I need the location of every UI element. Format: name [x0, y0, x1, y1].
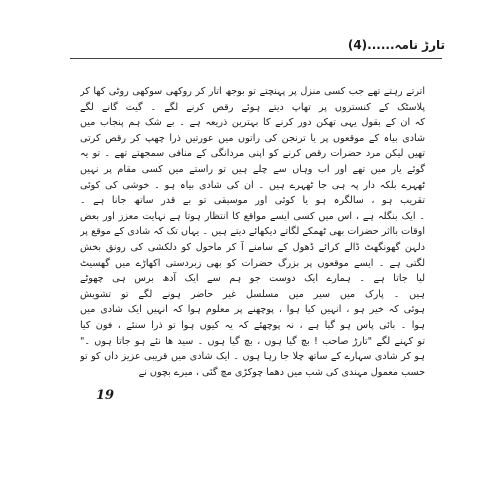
text-line: شادی بیاہ کے موقعوں پر یا ترنجن کی راتوں میں عورتیں ذرا چھپ کر رقص کرتی	[80, 132, 425, 144]
text-line: ہوا ۔ بائی پاس ہو گیا ہے ، نہ پوچھئے کہ یہ کیوں ہوا تو ذرا سنئے ، فون کیا	[80, 319, 425, 331]
text-line: ہوئی کہ خیر ہو ، انہیں کیا ہوا ، پوچھنے پر معلوم ہوا کہ انہیں ایک شادی میں	[80, 304, 425, 316]
text-line: پلاسٹک کے کنستروں پر تھاپ دیتے ہوئے رقص کرنے لگے ۔ گیت گانے لگے	[80, 101, 425, 113]
text-line: تقریب ہو ، سالگرہ ہو یا کوئی اور موسیقی تو بے قدر ساتھ جانا ہے ۔	[80, 195, 425, 207]
text-line: ہیں ۔ پارک میں سیر میں مسلسل غیر حاضر ہونے لگے تو تشویش	[80, 288, 425, 300]
text-line: تھیں لیکن مرد حضرات رقص کرنے کو اپنی مردانگی کے منافی سمجھتے تھے ۔ تو یہ	[80, 148, 425, 160]
text-line: ۔ ایک بنگلہ ہے ، اس میں کسی ایسے مواقع کا انتظار ہوتا ہے نہایت معزز اور بعض	[80, 210, 425, 222]
text-line: اترتے رہتے تھے جب کسی منزل پر پہنچتے تو بوجھ اتار کر روکھی سوکھی روٹی کھا کر	[80, 86, 425, 97]
text-line: کہ ان کے بقول یہی تھکن دور کرنے کا بہترین ذریعہ ہے ۔ بے شک ہم پنجاب میں	[80, 117, 425, 129]
text-line: دلہن گھونگھٹ ڈالے کرائے ڈھول کے سامنے آ کر ماحول کو دلکشی کی رونق بخش	[80, 241, 425, 253]
body-text	[80, 84, 425, 380]
text-line: ہو کر شادی سہارے کے ساتھ چلا جا رہا ہوں ۔ ایک شادی میں قریبی عزیز داں کو تو	[80, 351, 425, 363]
text-line: ٹھہرے بلکہ دار پہ ہی جا ٹھہرے ہیں ۔ ان کی شادی بیاہ ہو ۔ خوشی کی کوئی	[80, 179, 425, 191]
text-line: گوئے یار میں تھے اور اب وہاں سے چلے ہیں تو راستے میں کسی مقام پر نہیں	[80, 163, 425, 175]
text-line: اوقات بااثر حضرات بھی ٹھمکے لگاتے دیکھائے دیتے ہیں ۔ یہاں تک کہ شادی کے موقع پر	[80, 226, 425, 238]
text-line: تو کہنے لگے "تارڑ صاحب ! بچ گیا ہوں ، بچ گیا ہوں ۔ سید ھا نئے ہو جاتا ہوں ۔"	[80, 335, 425, 347]
text-line: لگتی ہے ۔ ایسے موقعوں پر بزرگ حضرات کو بھی زبردستی اکھاڑے میں گھسیٹ	[80, 257, 425, 269]
header-divider	[70, 58, 442, 59]
text-line: حسب معمول مہندی کی شب میں دھما چوکڑی مچ گئی ، میرے بچوں نے	[138, 366, 425, 378]
text-line: لیا جاتا ہے ۔ ہمارے ایک دوست جو ہم سے ایک آدھ برس ہی چھوٹے	[80, 273, 425, 285]
page-number: 19	[96, 388, 115, 403]
running-header: تارڑ نامہ......(4)	[347, 38, 445, 52]
